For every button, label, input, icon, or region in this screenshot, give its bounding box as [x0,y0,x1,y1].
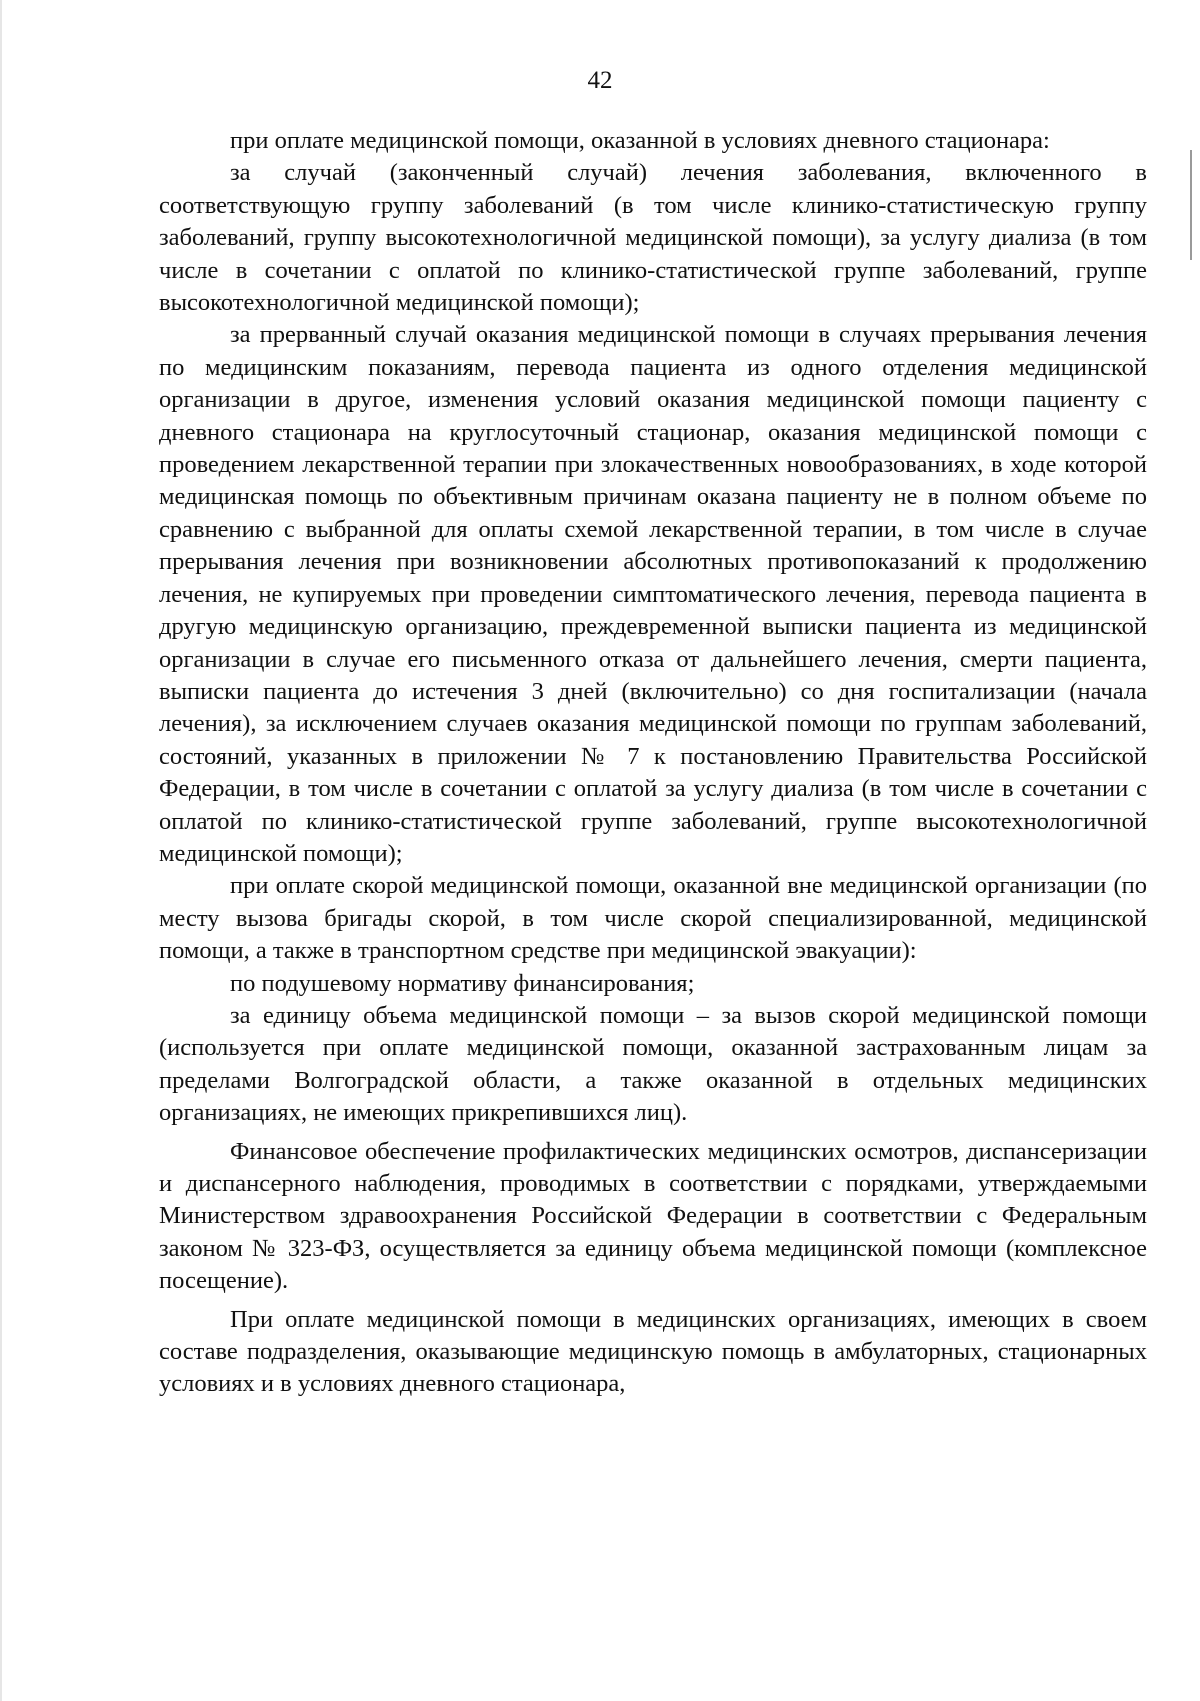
scan-edge-left [0,0,2,1701]
scan-edge-right [1190,150,1192,260]
paragraph-preventive-exams: Финансовое обеспечение профилактических медицинских осмотров, диспансеризации и диспансерного наблюдения, проводимых в соответствии с порядками, утверждаемыми Министерством здравоохранения Российской Федерации в соответствии с Федеральным законом № 323-ФЗ, осуществляется за единицу объема медицинской помощи (комплексное посещение). [159,1137,1147,1295]
paragraph-multiprofile-organizations: При оплате медицинской помощи в медицинских организациях, имеющих в своем составе подразделения, оказывающие медицинскую помощь в амбулаторных, стационарных условиях и в условиях дневного стационара, [159,1305,1147,1398]
page-number: 42 [587,67,613,94]
paragraph-ambulance-payment: при оплате скорой медицинской помощи, оказанной вне медицинской организации (по месту вызова бригады скорой, в том числе скорой специализированной, медицинской помощи, а также в транспортном средстве при медицинской эвакуации): [159,872,1147,965]
paragraph-day-hospital-payment: при оплате медицинской помощи, оказанной в условиях дневного стационара: [230,127,1050,154]
paragraph-interrupted-case: за прерванный случай оказания медицинской помощи в случаях прерывания лечения по медицинским показаниям, перевода пациента из одного отделения медицинской организации в другое, изменения условий оказания медицинской помощи пациенту с дневного стационара на круглосуточный стационар, оказания медицинской помощи с проведением лекарственной терапии при злокачественных новообразованиях, в ходе которой медицинская помощь по объективным причинам оказана пациенту не в полном объеме по сравнению с выбранной для оплаты схемой лекарственной терапии, в том числе в случае прерывания лечения при возникновении абсолютных противопоказаний к продолжению лечения, не купируемых при проведении симптоматического лечения, перевода пациента в другую медицинскую организацию, преждевременной выписки пациента из медицинской организации в случае его письменного отказа от дальнейшего лечения, смерти пациента, выписки пациента до истечения 3 дней (включительно) со дня госпитализации (начала лечения), за исключением случаев оказания медицинской помощи по группам заболеваний, состояний, указанных в приложении № 7 к постановлению Правительства Российской Федерации, в том числе в сочетании с оплатой за услугу диализа (в том числе в сочетании с оплатой по клинико-статистической группе заболеваний, группе высокотехнологичной медицинской помощи); [159,321,1147,867]
document-body [159,125,1147,1401]
paragraph-per-call: за единицу объема медицинской помощи – за вызов скорой медицинской помощи (используется при оплате медицинской помощи, оказанной застрахованным лицам за пределами Волгоградской области, а также оказанной в отдельных медицинских организациях, не имеющих прикрепившихся лиц). [159,1001,1147,1127]
paragraph-completed-case: за случай (законченный случай) лечения заболевания, включенного в соответствующую группу заболеваний (в том числе клинико-статистическую группу заболеваний, группу высокотехнологичной медицинской помощи), за услугу диализа (в том числе в сочетании с оплатой по клинико-статистической группе заболеваний, группе высокотехнологичной медицинской помощи); [159,159,1147,317]
paragraph-per-capita: по подушевому нормативу финансирования; [230,969,695,997]
